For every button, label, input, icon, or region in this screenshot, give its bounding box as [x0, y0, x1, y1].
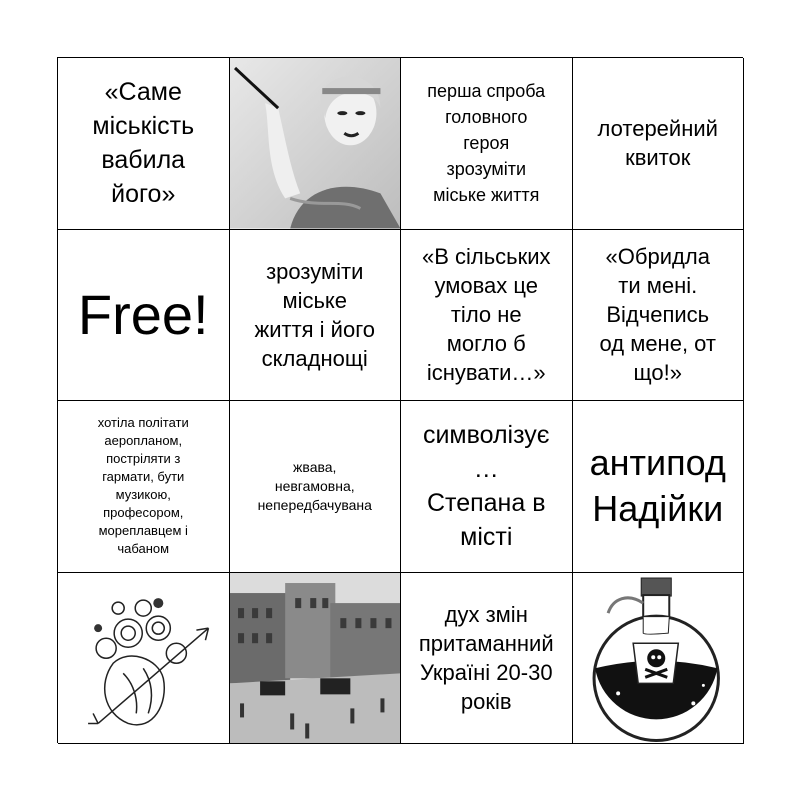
bingo-cell[interactable]: [58, 573, 230, 745]
bingo-cell[interactable]: [401, 401, 573, 573]
cell-text: жвава, невгамовна, непередбачувана: [257, 458, 372, 513]
cell-text: хотіла політати аеропланом, постріляти з гармати, бути музикою, професором, мореплавцем і чабаном: [97, 415, 189, 557]
bingo-cell[interactable]: [230, 573, 402, 745]
bingo-cell[interactable]: [230, 401, 402, 573]
bingo-cell[interactable]: [573, 573, 745, 745]
cell-text: зрозуміти міське життя і його складнощі: [254, 258, 375, 371]
anatomical-heart-icon: [58, 573, 229, 744]
bingo-cell[interactable]: [230, 230, 402, 402]
bingo-cell[interactable]: [58, 401, 230, 573]
cell-text: «Саме міськість вабила його»: [92, 78, 195, 209]
bingo-board: [57, 57, 743, 743]
bingo-cell[interactable]: [58, 58, 230, 230]
cell-text: лотерейний квиток: [597, 116, 718, 171]
cell-text: «В сільських умовах це тіло не могло б існувати…»: [421, 244, 551, 386]
cell-text: дух змін притаманний Україні 20-30 років: [418, 601, 554, 714]
free-cell[interactable]: [58, 230, 230, 402]
woman-portrait-image: [230, 58, 401, 229]
cell-text: перша спроба головного героя зрозуміти міське життя: [427, 81, 546, 206]
cell-text: «Обридла ти мені. Відчепись од мене, от що!»: [599, 244, 716, 386]
bingo-cell[interactable]: [401, 58, 573, 230]
poison-bottle-icon: [573, 573, 744, 744]
bingo-cell[interactable]: [573, 401, 745, 573]
cell-text: антипод Надійки: [589, 442, 726, 530]
bingo-cell[interactable]: [401, 573, 573, 745]
free-label: Free!: [77, 282, 209, 346]
bingo-cell[interactable]: [573, 58, 745, 230]
bingo-cell[interactable]: [573, 230, 745, 402]
cell-text: символізує … Степана в місті: [422, 421, 550, 552]
bingo-cell[interactable]: [230, 58, 402, 230]
old-city-street-image: [230, 573, 401, 744]
bingo-cell[interactable]: [401, 230, 573, 402]
